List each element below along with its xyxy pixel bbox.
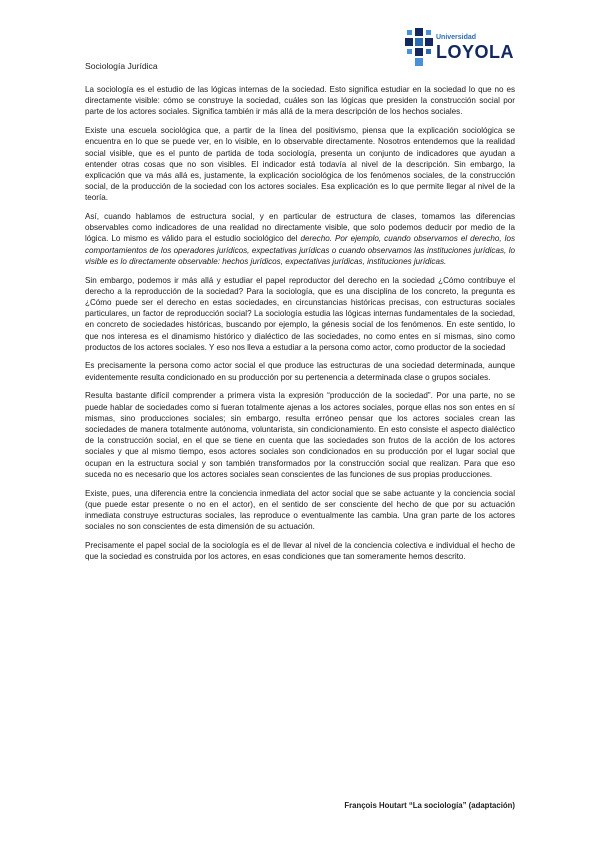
paragraph-5: Es precisamente la persona como actor social el que produce las estructuras de una sociedad determinada, aunque evidentemente resulta condicionado en su producción por su pertenencia a determinada clase o grupos sociales. — [85, 361, 515, 382]
paragraph-7: Existe, pues, una diferencia entre la conciencia inmediata del actor social que se sabe actuante y la conciencia social (que puede estar presente o no en el actor), en el sentido de ser consciente del hecho de que por su actuación inmediata construye estructuras sociales, las reproduce o eventualmente las cambia. Una gran parte de los actores sociales no son conscientes de esta dimensión de su actuación. — [85, 488, 515, 532]
logo-loyola-text: LOYOLA — [436, 42, 514, 62]
paragraph-2: Existe una escuela sociológica que, a partir de la línea del positivismo, piensa que la explicación sociológica se encuentra en lo que se puede ver, en lo visible, en lo observable directamente. Nosotros entendemos que la realidad social visible, que es el punto de partida de toda sociología, presenta un conjunto de indicadores que ayudan a entender otras cosas que no son visibles. El indicador está todavía al nivel de la descripción. Sin embargo, la explicación que va más allá es, justamente, la explicación sociológica de los fenómenos sociales, de la construcción social, de la producción de la sociedad con los actores sociales. Esa explicación es lo que permite llegar al nivel de la teoría. — [85, 126, 515, 203]
paragraph-1: La sociología es el estudio de las lógicas internas de la sociedad. Esto significa estudiar en la sociedad lo que no es directamente visible: cómo se construye la sociedad, cuáles son las lógicas que presiden la construcción social por parte de los actores sociales. Significa también ir más allá de la mera descripción de los hechos sociales. — [85, 85, 515, 117]
paragraph-6: Resulta bastante difícil comprender a primera vista la expresión “producción de la sociedad”. Por una parte, no se puede hablar de sociedades como si fueran totalmente ajenas a los actores sociales, porque ellas nos son entes en sí mismas, sino producciones sociales; sin embargo, resulta erróneo pensar que los actores sociales crean las sociedades de manera totalmente autónoma, voluntarista, sin condicionamiento. En esto consiste el aspecto dialéctico de la construcción social, en el que se tiene en cuenta que las sociedades son frutos de la acción de los actores sociales y que al mismo tiempo, esos actores sociales son condicionados en su producción por el lugar social que ocupan en la estructura social y son también transformados por la construcción social que realizan. Para que eso suceda no es necesario que los actores sociales sean conscientes de las funciones de sus propias producciones. — [85, 391, 515, 479]
paragraph-4: Sin embargo, podemos ir más allá y estudiar el papel reproductor del derecho en la sociedad ¿Cómo contribuye el derecho a la reproducción de la sociedad? Para la sociología, que es una disciplina de los concreto, la pregunta es ¿Cómo puede ser el derecho en estas sociedades, en circunstancias históricas precisas, con estructuras sociales particulares, un factor de reproducción social? La sociología estudia las lógicas internas fundamentales de la sociedad, en concreto de sociedades históricas, buscando por ejemplo, la génesis social de los fenómenos. En este sentido, lo que nos interesa es el dinamismo histórico y dialéctico de las sociedades, no como entes en sí mismas, sino como productos de los actores sociales. Y eso nos lleva a estudiar a la persona como actor, como productor de la sociedad — [85, 275, 515, 352]
university-logo — [404, 26, 522, 72]
citation-footer: François Houtart “La sociología” (adaptación) — [344, 801, 515, 810]
paragraph-3 — [85, 211, 515, 267]
logo-university-text: Universidad — [436, 34, 477, 41]
cross-emblem-icon — [404, 28, 434, 68]
paragraph-3-plain: Así, cuando hablamos de estructura social, y en particular de estructura de clases, tomamos las diferencias observables como indicadores de una realidad no directamente visible, que solo podemos deducir por medio de la lógica. Lo mismo es válido para el estudio sociológico del — [85, 212, 515, 244]
document-title: Sociología Jurídica — [85, 61, 158, 71]
paragraph-3-italic: derecho. Por ejemplo, cuando observamos el derecho, los comportamientos de los operadores jurídicos, expectativas jurídicas o cuando observamos las instituciones jurídicas, lo visible es lo directamente observable: hechos jurídicos, expectativas jurídicas, instituciones jurídicas. — [85, 234, 515, 266]
paragraph-8: Precisamente el papel social de la sociología es el de llevar al nivel de la conciencia colectiva e individual el hecho de que la sociedad es construida por los actores, en esas condiciones que tan someramente hemos descrito. — [85, 540, 515, 562]
document-body — [85, 84, 515, 570]
